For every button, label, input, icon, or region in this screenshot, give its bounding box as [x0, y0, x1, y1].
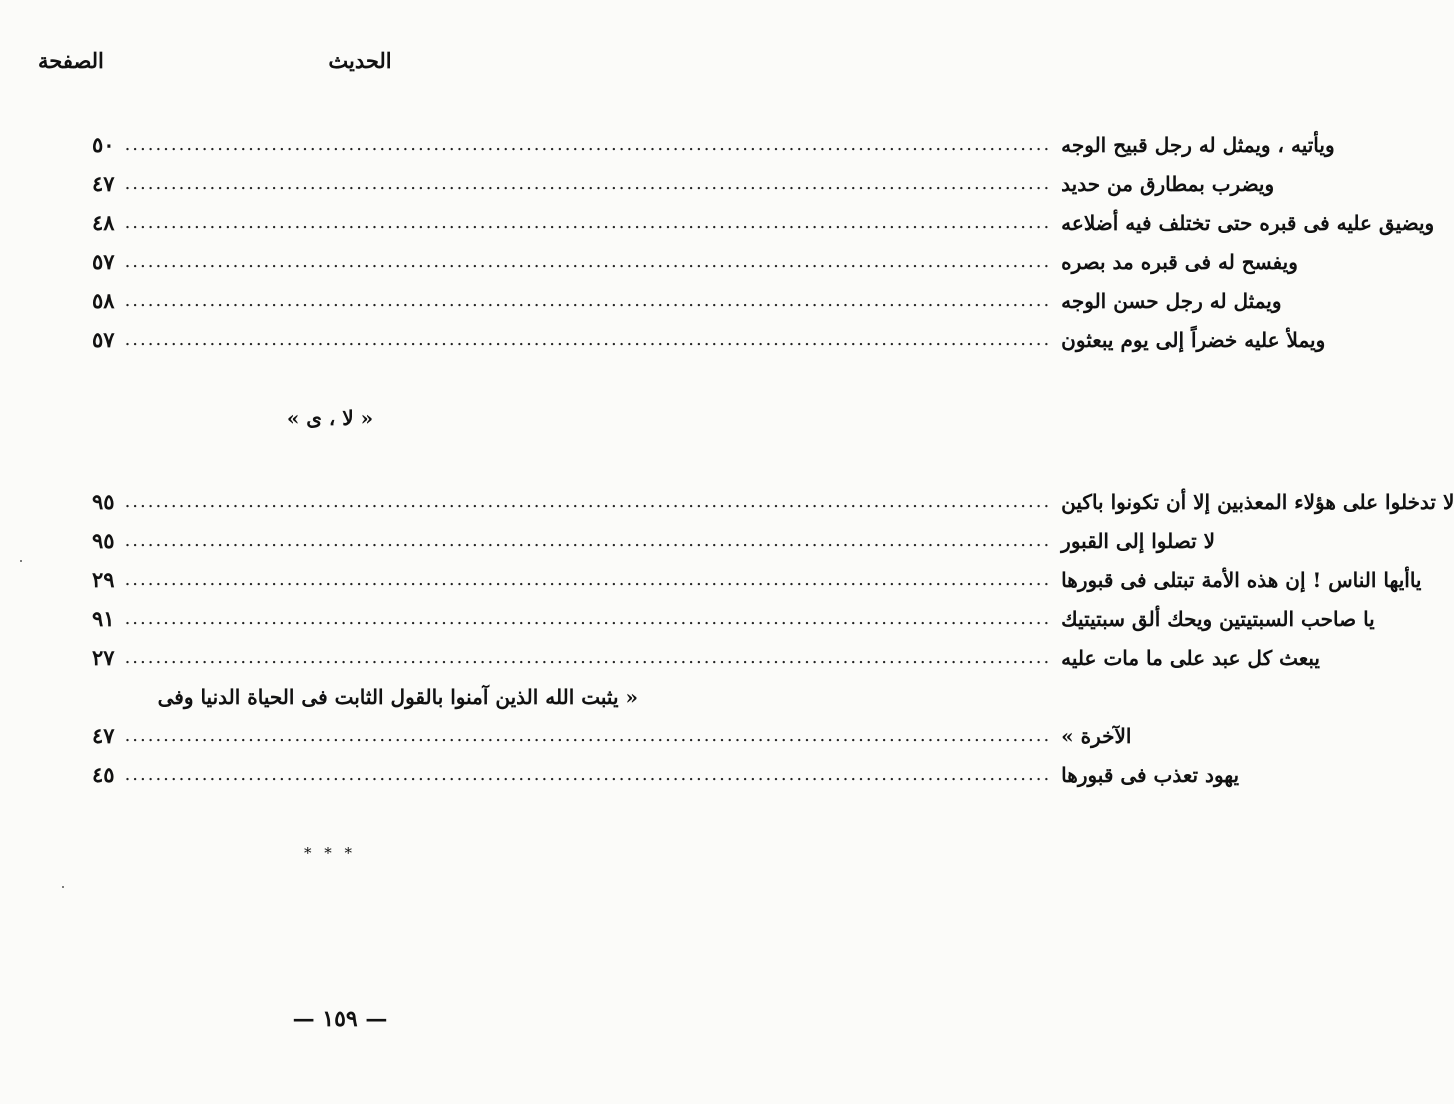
- page-number: ٩٥: [92, 528, 115, 553]
- hadith-text: يبعث كل عبد على ما مات عليه: [1061, 645, 1320, 670]
- page-number: ٤٧: [92, 171, 115, 196]
- hadith-text: يا صاحب السبتيتين ويحك ألق سبتيتيك: [1061, 606, 1375, 631]
- hadith-text: الآخرة »: [1061, 723, 1132, 748]
- leader-dots: ........................................................................................................................: [124, 764, 1052, 785]
- hadith-text: ويمثل له رجل حسن الوجه: [1061, 288, 1282, 313]
- page-number: ٥٧: [92, 249, 115, 274]
- leader-dots: ........................................................................................................................: [124, 569, 1052, 590]
- index-row: [92, 755, 1240, 794]
- hadith-text: ويملأ عليه خضراً إلى يوم يبعثون: [1061, 327, 1326, 352]
- section-separator: * * *: [303, 844, 357, 862]
- leader-dots: ........................................................................................................................: [124, 134, 1052, 155]
- leader-dots: ........................................................................................................................: [124, 491, 1052, 512]
- hadith-text: ويفسح له فى قبره مد بصره: [1061, 249, 1298, 274]
- page-number: ٩١: [92, 606, 115, 631]
- index-row: [92, 560, 1422, 599]
- letters-section-heading: « لا ، ى »: [286, 406, 374, 430]
- leader-dots: ........................................................................................................................: [124, 530, 1052, 551]
- index-row: [92, 482, 1454, 521]
- footer-page-number: — ١٥٩ —: [292, 1006, 388, 1032]
- index-row: [92, 521, 1215, 560]
- leader-dots: ........................................................................................................................: [124, 725, 1052, 746]
- hadith-text: « يثبت الله الذين آمنوا بالقول الثابت فى الحياة الدنيا وفى: [157, 684, 638, 709]
- index-row: [92, 281, 1282, 320]
- page-number: ٤٨: [92, 210, 115, 235]
- page-number: ٤٧: [92, 723, 115, 748]
- paper-speck: [20, 560, 22, 562]
- leader-dots: ........................................................................................................................: [124, 647, 1052, 668]
- hadith-text: ويأتيه ، ويمثل له رجل قبيح الوجه: [1061, 132, 1335, 157]
- hadith-text: يهود تعذب فى قبورها: [1061, 762, 1240, 787]
- leader-dots: ........................................................................................................................: [124, 329, 1052, 350]
- index-row: [92, 203, 1435, 242]
- leader-dots: ........................................................................................................................: [124, 212, 1052, 233]
- index-row: [92, 242, 1298, 281]
- page-column-header: الصفحة: [38, 48, 104, 73]
- index-section-one: [92, 125, 1435, 359]
- page-number: ٤٥: [92, 762, 115, 787]
- hadith-text: ويضرب بمطارق من حديد: [1061, 171, 1275, 196]
- leader-dots: ........................................................................................................................: [124, 251, 1052, 272]
- index-row: [92, 599, 1375, 638]
- index-section-two: [92, 482, 1454, 794]
- index-row: [92, 164, 1275, 203]
- index-row: [92, 716, 1132, 755]
- hadith-text: ويضيق عليه فى قبره حتى تختلف فيه أضلاعه: [1061, 210, 1435, 235]
- page-number: ٥٨: [92, 288, 115, 313]
- page-number: ٩٥: [92, 489, 115, 514]
- leader-dots: ........................................................................................................................: [124, 608, 1052, 629]
- hadith-column-header: الحديث: [328, 48, 392, 73]
- leader-dots: ........................................................................................................................: [124, 290, 1052, 311]
- hadith-text: ياأيها الناس ! إن هذه الأمة تبتلى فى قبورها: [1061, 567, 1422, 592]
- index-row: [92, 320, 1326, 359]
- index-row: [92, 125, 1335, 164]
- index-row: [92, 638, 1320, 677]
- index-row-wrapped-line: [92, 677, 638, 716]
- page-number: ٢٩: [92, 567, 115, 592]
- page-number: ٢٧: [92, 645, 115, 670]
- leader-dots: ........................................................................................................................: [124, 173, 1052, 194]
- page-number: ٥٧: [92, 327, 115, 352]
- hadith-text: لا تدخلوا على هؤلاء المعذبين إلا أن تكونوا باكين: [1061, 489, 1454, 514]
- hadith-text: لا تصلوا إلى القبور: [1061, 528, 1215, 553]
- page-number: ٥٠: [92, 132, 115, 157]
- paper-speck: [62, 886, 64, 888]
